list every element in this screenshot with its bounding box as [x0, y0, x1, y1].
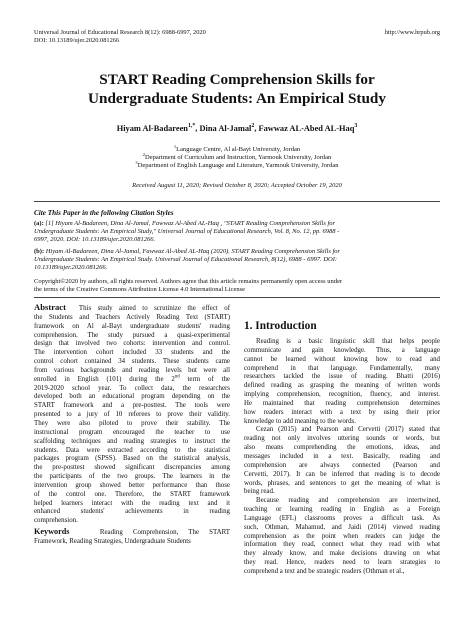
affiliation-text: Department of English Language and Literature, Yarmouk University, Jordan	[137, 162, 339, 169]
divider	[34, 297, 440, 298]
cite-a-line: Undergraduate Students: An Empirical Study," Universal Journal of Educational Research, Vol. 8, No. 12, pp. 6988 -	[34, 228, 340, 235]
abstract-line: comprehension.	[34, 517, 78, 525]
intro-line: they already know, and make decisions drawing on what	[244, 550, 440, 558]
abstract-line: design that involved two cohorts: intervention and control.	[34, 340, 230, 348]
author-1-affiliation: 1,*	[187, 123, 196, 130]
abstract-line: framework on Al al-Bayt undergraduate students' reading	[34, 322, 230, 330]
abstract-line: of the control one. Therefore, the START framework	[34, 490, 230, 498]
abstract-heading: Abstract	[34, 302, 66, 312]
abstract-line: enrolled in English (101) during the 2nd term of the	[34, 374, 230, 383]
abstract-line: 2019-2020 school year. To collect data, the researchers	[34, 384, 230, 392]
introduction-section	[244, 338, 440, 577]
received-dates: Received August 11, 2020; Revised October 8, 2020; Accepted October 19, 2020	[132, 182, 342, 189]
copyright	[34, 278, 444, 294]
affiliation	[0, 159, 474, 170]
intro-line: comprehension as the point when readers can judge the	[244, 532, 440, 540]
intro-line: communicate and gain knowledge. Thus, a language	[244, 346, 440, 354]
abstract-section	[34, 303, 230, 547]
cite-a-label: (a):	[34, 220, 44, 227]
cite-a-line: 6997, 2020. DOI: 10.13189/ujer.2020.081266.	[34, 236, 156, 243]
cite-b-label: (b):	[34, 248, 45, 255]
abstract-line: START framework and a pre-posttest. The tools were	[34, 402, 230, 410]
intro-line: comprehend a text and be strategic readers (Othman et al.,	[244, 567, 405, 575]
intro-line: how readers interact with a text by using their prior	[244, 408, 440, 416]
intro-line: comprehension are always connected (Pearson and	[244, 461, 440, 469]
affiliation	[0, 151, 474, 162]
intro-line: researchers tackled the issue of reading. Bhatti (2016)	[244, 373, 440, 381]
intro-line: cannot be learned without knowing how to read and	[244, 355, 440, 363]
abstract-line: instructional program encouraged the teacher to use	[34, 428, 230, 436]
author-3: Fawwaz AL-Abed AL-Haq	[258, 124, 355, 133]
keywords-line: Reading Comprehension, The START	[99, 529, 230, 537]
abstract-line: They were also piloted to prove their stability. The	[34, 419, 230, 427]
abstract-line: the participants of the two groups. The learners in the	[34, 473, 230, 481]
copyright-line: Copyright©2020 by authors, all rights reserved. Authors agree that this article remains permanently open access under	[34, 278, 343, 285]
intro-line: Because reading and comprehension are intertwined,	[256, 497, 440, 505]
abstract-line: the Students and Teachers Actively Reading Text (START)	[34, 313, 230, 321]
abstract-line: The intervention cohort included 33 students and the	[34, 349, 230, 357]
cite-b-line: Undergraduate Students: An Empirical Study. Universal Journal of Educational Research, 8(12), 6988 - 6997. DOI:	[34, 256, 338, 263]
divider	[34, 201, 440, 202]
abstract-line: control cohort contained 34 students. These students came	[34, 358, 230, 366]
abstract-line: developed both an educational program depending on the	[34, 393, 230, 401]
author-3-affiliation: 3	[354, 123, 358, 130]
intro-line: reading not only involves uttering sounds or words, but	[244, 435, 440, 443]
doi: DOI: 10.13189/ujer.2020.081266	[34, 37, 120, 44]
intro-line: comprehend in that language. Fundamentally, many	[244, 364, 440, 372]
journal-citation: Universal Journal of Educational Research 8(12): 6988-6997, 2020	[34, 29, 206, 36]
affiliation-number: 3	[135, 159, 138, 165]
author-1: Hiyam Al-Badareen	[116, 124, 188, 133]
intro-line: knowledge to add meaning to the words.	[244, 417, 356, 425]
intro-line: teaching or learning reading in English as a Foreign	[244, 506, 440, 514]
intro-line: Cezan (2015) and Pearson and Cervetti (2017) stated that	[256, 426, 440, 434]
abstract-line: comprehension. The study pursued a quasi-experimental	[34, 331, 230, 339]
cite-b-line: Hiyam Al-Badareen, Dina Al-Jamal, Fawwaz Al-Abed AL-Haq (2020). START Reading Comprehension Skills for	[45, 248, 341, 255]
citation-style-b	[34, 248, 444, 272]
author-2-affiliation: 2	[251, 123, 255, 130]
paper-title-line-2: Undergraduate Students: An Empirical Study	[88, 90, 386, 107]
abstract-line: helped learners interact with the reading text and it	[34, 499, 230, 507]
affiliation-text: Department of Curriculum and Instruction, Yarmouk University, Jordan	[145, 154, 332, 161]
journal-url[interactable]: http://www.hrpub.org	[384, 29, 440, 36]
abstract-line: packages program (SPSS). Based on the statistical analysis,	[34, 455, 230, 463]
intro-line: information they read, connect what they read with what	[244, 541, 440, 549]
authors: Hiyam Al-Badareen$^{1,*}$, Dina Al-Jamal$^2$, Fawwaz AL-Abed AL-Haq$^3$	[116, 123, 358, 133]
intro-line: Language (EFL) classrooms proves a difficult task. As	[244, 514, 440, 522]
cite-a-line: [1] Hiyam Al-Badareen, Dina Al-Jamal, Fawwaz Al-Abed AL-Haq , "START Reading Comprehension Skills for	[45, 220, 336, 227]
section-heading-introduction: 1. Introduction	[244, 320, 317, 332]
affiliation-number: 1	[173, 143, 177, 149]
intro-line: they read. Hence, readers need to learn strategies to	[244, 559, 440, 567]
abstract-line: This study aimed to scrutinize the effect of	[78, 305, 230, 312]
intro-line: implying comprehension, recognition, fluency, and interest.	[244, 391, 440, 399]
intro-line: Reading is a basic linguistic skill that helps people	[256, 338, 440, 345]
abstract-line: from various backgrounds and reading levels but were all	[34, 366, 230, 374]
intro-line: words, phrases, and sentences to get the meaning of what is	[244, 479, 440, 487]
abstract-line: scaffolding techniques and reading strategies to instruct the	[34, 437, 230, 445]
intro-line: such, Othman, Mahamud, and Jaidi (2014) viewed reading	[244, 523, 440, 531]
affiliation-text: Language Centre, Al al-Bayt University, Jordan	[176, 146, 301, 153]
intro-line: also means comprehending the emotions, ideas, and	[244, 444, 440, 452]
cite-b-line: 10.13189/ujer.2020.081266.	[34, 264, 108, 271]
abstract-line: enhanced students' achievements in reading	[34, 508, 230, 516]
abstract-line: intervention group showed better performance than those	[34, 481, 230, 489]
intro-line: He maintained that reading comprehension determines	[244, 399, 440, 407]
abstract-line: students. Data were extracted according to the statistical	[34, 446, 230, 454]
abstract-line: presented to a jury of 10 referees to prove their validity.	[34, 411, 230, 419]
intro-line: Cervetti, 2017). It can be inferred that reading is to decode	[244, 470, 440, 478]
intro-line: defined reading as grasping the meaning of written words	[244, 382, 440, 390]
abstract-line: the pre-posttest showed significant discrepancies among	[34, 464, 230, 472]
paper-title-line-1: START Reading Comprehension Skills for	[99, 71, 375, 88]
copyright-line: the terms of the Creative Commons Attribution License 4.0 International License	[34, 286, 246, 293]
cite-heading: Cite This Paper in the following Citation Styles	[34, 209, 174, 217]
intro-line: messages included in a text. Basically, reading and	[244, 452, 440, 460]
intro-line: being read.	[244, 488, 275, 496]
keywords-line: Framework, Reading Strategies, Undergraduate Students	[34, 537, 191, 545]
author-2: Dina Al-Jamal	[199, 124, 252, 133]
citation-style-a	[34, 220, 444, 244]
affiliation-number: 2	[142, 151, 146, 157]
affiliation	[0, 143, 474, 154]
keywords-heading: Keywords	[34, 527, 70, 537]
